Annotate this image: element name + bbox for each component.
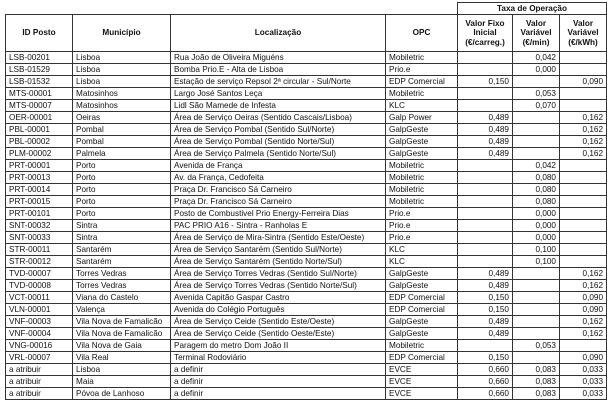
cell-municipio: Porto xyxy=(73,184,171,196)
cell-id: PBL-00002 xyxy=(6,136,73,148)
cell-localizacao: Estação de serviço Repsol 2ª circular - Sul/Norte xyxy=(171,76,386,88)
cell-localizacao: Área de Serviço Torres Vedras (Sentido Sul/Norte) xyxy=(171,268,386,280)
col-header-municipio: Município xyxy=(73,15,171,52)
col-header-opc: OPC xyxy=(386,15,458,52)
cell-id: PRT-00101 xyxy=(6,208,73,220)
cell-municipio: Torres Vedras xyxy=(73,280,171,292)
table-row xyxy=(6,76,607,88)
cell-valor-kwh xyxy=(560,244,607,256)
cell-opc: Mobiletric xyxy=(386,184,458,196)
cell-valor-kwh xyxy=(560,208,607,220)
cell-valor-min: 0,083 xyxy=(513,364,560,376)
cell-localizacao: Área de Serviço Ceide (Sentido Oeste/Este) xyxy=(171,328,386,340)
cell-valor-kwh xyxy=(560,220,607,232)
table-row xyxy=(6,208,607,220)
cell-valor-kwh: 0,162 xyxy=(560,124,607,136)
table-row xyxy=(6,196,607,208)
cell-valor-fixo: 0,489 xyxy=(458,124,513,136)
cell-valor-fixo: 0,489 xyxy=(458,268,513,280)
cell-id: VCT-00011 xyxy=(6,292,73,304)
cell-valor-min: 0,080 xyxy=(513,184,560,196)
cell-opc: Mobiletric xyxy=(386,160,458,172)
cell-valor-fixo: 0,150 xyxy=(458,292,513,304)
cell-valor-fixo: 0,489 xyxy=(458,328,513,340)
cell-valor-kwh xyxy=(560,64,607,76)
cell-id: VLN-00001 xyxy=(6,304,73,316)
cell-valor-kwh xyxy=(560,232,607,244)
cell-valor-fixo xyxy=(458,196,513,208)
cell-id: LSB-00201 xyxy=(6,52,73,64)
cell-opc: GalpGeste xyxy=(386,124,458,136)
cell-municipio: Vila Real xyxy=(73,352,171,364)
cell-id: MTS-00001 xyxy=(6,88,73,100)
cell-opc: EVCE xyxy=(386,388,458,400)
cell-localizacao: Avenida do Colégio Português xyxy=(171,304,386,316)
cell-localizacao: Área de Serviço Pombal (Sentido Norte/Sul) xyxy=(171,136,386,148)
cell-municipio: Porto xyxy=(73,208,171,220)
cell-valor-kwh xyxy=(560,160,607,172)
cell-opc: KLC xyxy=(386,100,458,112)
table-row xyxy=(6,184,607,196)
cell-municipio: Matosinhos xyxy=(73,88,171,100)
cell-localizacao: Área de Serviço Torres Vedras (Sentido Norte/Sul) xyxy=(171,280,386,292)
cell-valor-kwh: 0,033 xyxy=(560,388,607,400)
cell-opc: EDP Comercial xyxy=(386,304,458,316)
cell-municipio: Lisboa xyxy=(73,364,171,376)
cell-id: LSB-01532 xyxy=(6,76,73,88)
cell-valor-min xyxy=(513,292,560,304)
table-row xyxy=(6,376,607,388)
cell-localizacao: Avenida de França xyxy=(171,160,386,172)
cell-valor-fixo: 0,150 xyxy=(458,76,513,88)
cell-municipio: Sintra xyxy=(73,232,171,244)
cell-opc: EDP Comercial xyxy=(386,76,458,88)
cell-municipio: Torres Vedras xyxy=(73,268,171,280)
cell-valor-min xyxy=(513,148,560,160)
cell-municipio: Viana do Castelo xyxy=(73,292,171,304)
cell-valor-min xyxy=(513,76,560,88)
cell-opc: KLC xyxy=(386,256,458,268)
cell-opc: GalpGeste xyxy=(386,268,458,280)
col-header-localizacao: Localização xyxy=(171,15,386,52)
cell-valor-min xyxy=(513,112,560,124)
cell-valor-min xyxy=(513,352,560,364)
cell-localizacao: Bomba Prio.E - Alta de Lisboa xyxy=(171,64,386,76)
cell-valor-min: 0,083 xyxy=(513,388,560,400)
cell-valor-fixo: 0,489 xyxy=(458,136,513,148)
cell-opc: EVCE xyxy=(386,364,458,376)
cell-localizacao: a definir xyxy=(171,388,386,400)
cell-opc: GalpGeste xyxy=(386,280,458,292)
cell-id: SNT-00032 xyxy=(6,220,73,232)
cell-valor-kwh xyxy=(560,340,607,352)
cell-municipio: Pombal xyxy=(73,124,171,136)
table-row xyxy=(6,292,607,304)
cell-valor-fixo xyxy=(458,244,513,256)
table-row xyxy=(6,352,607,364)
table-row xyxy=(6,388,607,400)
cell-valor-fixo: 0,150 xyxy=(458,352,513,364)
table-row xyxy=(6,220,607,232)
cell-id: SNT-00033 xyxy=(6,232,73,244)
table-row xyxy=(6,328,607,340)
table-row xyxy=(6,232,607,244)
cell-localizacao: Avenida Capitão Gaspar Castro xyxy=(171,292,386,304)
cell-valor-fixo xyxy=(458,256,513,268)
cell-municipio: Porto xyxy=(73,196,171,208)
cell-id: MTS-00007 xyxy=(6,100,73,112)
cell-valor-min: 0,083 xyxy=(513,376,560,388)
cell-id: PRT-00014 xyxy=(6,184,73,196)
cell-opc: EVCE xyxy=(386,376,458,388)
cell-id: a atribuir xyxy=(6,376,73,388)
cell-localizacao: Área de Serviço Pombal (Sentido Sul/Norte) xyxy=(171,124,386,136)
cell-valor-fixo xyxy=(458,160,513,172)
cell-localizacao: Praça Dr. Francisco Sá Carneiro xyxy=(171,184,386,196)
table-row xyxy=(6,112,607,124)
cell-valor-min: 0,080 xyxy=(513,196,560,208)
cell-localizacao: Terminal Rodoviário xyxy=(171,352,386,364)
cell-valor-min: 0,000 xyxy=(513,220,560,232)
col-header-valor-min: Valor Variável (€/min) xyxy=(513,15,560,52)
cell-id: STR-00012 xyxy=(6,256,73,268)
cell-valor-fixo xyxy=(458,184,513,196)
cell-localizacao: Paragem do metro Dom João II xyxy=(171,340,386,352)
cell-municipio: Lisboa xyxy=(73,52,171,64)
cell-valor-kwh: 0,162 xyxy=(560,112,607,124)
table-row xyxy=(6,364,607,376)
cell-valor-fixo: 0,660 xyxy=(458,376,513,388)
cell-valor-kwh: 0,162 xyxy=(560,328,607,340)
cell-id: PRT-00013 xyxy=(6,172,73,184)
cell-valor-min: 0,000 xyxy=(513,208,560,220)
cell-municipio: Matosinhos xyxy=(73,100,171,112)
cell-municipio: Santarém xyxy=(73,256,171,268)
cell-municipio: Oeiras xyxy=(73,112,171,124)
cell-localizacao: Área de Serviço Oeiras (Sentido Cascais/Lisboa) xyxy=(171,112,386,124)
cell-valor-fixo: 0,660 xyxy=(458,388,513,400)
cell-valor-kwh xyxy=(560,88,607,100)
cell-id: OER-00001 xyxy=(6,112,73,124)
cell-valor-fixo xyxy=(458,340,513,352)
cell-valor-fixo xyxy=(458,100,513,112)
cell-valor-min xyxy=(513,136,560,148)
cell-localizacao: Praça Dr. Francisco Sá Carneiro xyxy=(171,196,386,208)
cell-valor-kwh: 0,033 xyxy=(560,376,607,388)
table-row xyxy=(6,136,607,148)
table-row xyxy=(6,244,607,256)
cell-opc: Prio.e xyxy=(386,220,458,232)
cell-valor-kwh: 0,033 xyxy=(560,364,607,376)
cell-valor-fixo xyxy=(458,220,513,232)
col-header-valor-fixo: Valor Fixo Inicial (€/carreg.) xyxy=(458,15,513,52)
table-row xyxy=(6,268,607,280)
cell-valor-kwh: 0,162 xyxy=(560,316,607,328)
tariff-table xyxy=(5,2,607,400)
cell-valor-fixo xyxy=(458,232,513,244)
cell-localizacao: Largo José Santos Leça xyxy=(171,88,386,100)
cell-opc: GalpGeste xyxy=(386,328,458,340)
cell-valor-kwh: 0,162 xyxy=(560,280,607,292)
cell-valor-fixo xyxy=(458,88,513,100)
cell-opc: GalpGeste xyxy=(386,148,458,160)
cell-opc: Prio.e xyxy=(386,64,458,76)
cell-valor-min: 0,042 xyxy=(513,160,560,172)
cell-localizacao: a definir xyxy=(171,376,386,388)
cell-valor-min xyxy=(513,304,560,316)
cell-municipio: Porto xyxy=(73,172,171,184)
cell-valor-min: 0,000 xyxy=(513,64,560,76)
cell-municipio: Lisboa xyxy=(73,76,171,88)
cell-id: PRT-00015 xyxy=(6,196,73,208)
cell-valor-fixo: 0,489 xyxy=(458,112,513,124)
cell-id: VNF-00004 xyxy=(6,328,73,340)
table-row xyxy=(6,340,607,352)
taxa-operacao-header: Taxa de Operação xyxy=(458,3,607,15)
cell-localizacao: Área de Serviço Santarém (Sentido Norte/Sul) xyxy=(171,256,386,268)
cell-id: STR-00011 xyxy=(6,244,73,256)
cell-valor-min xyxy=(513,268,560,280)
cell-valor-min: 0,053 xyxy=(513,88,560,100)
cell-valor-kwh: 0,162 xyxy=(560,148,607,160)
cell-id: PBL-00001 xyxy=(6,124,73,136)
cell-opc: Mobiletric xyxy=(386,88,458,100)
cell-localizacao: Posto de Combustivel Prio Energy-Ferreira Dias xyxy=(171,208,386,220)
cell-localizacao: Área de Serviço Palmela (Sentido Norte/Sul) xyxy=(171,148,386,160)
table-row xyxy=(6,256,607,268)
cell-municipio: Póvoa de Lanhoso xyxy=(73,388,171,400)
cell-valor-kwh: 0,162 xyxy=(560,136,607,148)
cell-opc: Prio.e xyxy=(386,232,458,244)
cell-id: a atribuir xyxy=(6,364,73,376)
cell-municipio: Vila Nova de Famalicão xyxy=(73,316,171,328)
cell-id: VRL-00007 xyxy=(6,352,73,364)
cell-valor-min: 0,053 xyxy=(513,340,560,352)
cell-valor-kwh xyxy=(560,184,607,196)
cell-id: VNG-00016 xyxy=(6,340,73,352)
cell-municipio: Porto xyxy=(73,160,171,172)
table-row xyxy=(6,52,607,64)
table-row xyxy=(6,316,607,328)
cell-valor-kwh: 0,162 xyxy=(560,268,607,280)
table-row xyxy=(6,148,607,160)
cell-opc: Galp Power xyxy=(386,112,458,124)
cell-localizacao: a definir xyxy=(171,364,386,376)
cell-municipio: Pombal xyxy=(73,136,171,148)
cell-valor-kwh xyxy=(560,172,607,184)
cell-opc: EDP Comercial xyxy=(386,292,458,304)
cell-valor-kwh xyxy=(560,196,607,208)
cell-id: TVD-00008 xyxy=(6,280,73,292)
col-header-id: ID Posto xyxy=(6,15,73,52)
table-row xyxy=(6,304,607,316)
cell-valor-fixo xyxy=(458,64,513,76)
cell-valor-min xyxy=(513,328,560,340)
table-row xyxy=(6,88,607,100)
table-row xyxy=(6,100,607,112)
table-row xyxy=(6,280,607,292)
cell-valor-fixo: 0,489 xyxy=(458,316,513,328)
cell-valor-kwh xyxy=(560,52,607,64)
cell-valor-kwh xyxy=(560,100,607,112)
table-row xyxy=(6,124,607,136)
cell-localizacao: Lidl São Mamede de Infesta xyxy=(171,100,386,112)
cell-localizacao: Área de Serviço Ceide (Sentido Este/Oeste) xyxy=(171,316,386,328)
cell-valor-kwh: 0,090 xyxy=(560,304,607,316)
cell-opc: KLC xyxy=(386,244,458,256)
cell-id: LSB-01529 xyxy=(6,64,73,76)
cell-opc: Mobiletric xyxy=(386,196,458,208)
cell-opc: EDP Comercial xyxy=(386,352,458,364)
cell-valor-kwh: 0,090 xyxy=(560,76,607,88)
cell-id: TVD-00007 xyxy=(6,268,73,280)
table-row xyxy=(6,64,607,76)
cell-valor-min xyxy=(513,124,560,136)
col-header-valor-kwh: Valor Variável (€/kWh) xyxy=(560,15,607,52)
cell-id: a atribuir xyxy=(6,388,73,400)
cell-valor-min: 0,100 xyxy=(513,244,560,256)
table-row xyxy=(6,172,607,184)
cell-localizacao: Av. da França, Cedofeita xyxy=(171,172,386,184)
cell-id: PRT-00001 xyxy=(6,160,73,172)
cell-localizacao: PAC PRIO A16 - Sintra - Ranholas E xyxy=(171,220,386,232)
cell-valor-fixo xyxy=(458,52,513,64)
cell-valor-min: 0,100 xyxy=(513,256,560,268)
table-row xyxy=(6,160,607,172)
header-spacer xyxy=(6,3,458,15)
cell-municipio: Vila Nova de Famalicão xyxy=(73,328,171,340)
cell-opc: Mobiletric xyxy=(386,52,458,64)
cell-valor-min: 0,080 xyxy=(513,172,560,184)
cell-valor-min: 0,070 xyxy=(513,100,560,112)
cell-opc: GalpGeste xyxy=(386,136,458,148)
cell-opc: Mobiletric xyxy=(386,340,458,352)
table-body xyxy=(6,52,607,400)
cell-municipio: Maia xyxy=(73,376,171,388)
cell-valor-kwh: 0,090 xyxy=(560,352,607,364)
cell-municipio: Lisboa xyxy=(73,64,171,76)
cell-municipio: Valença xyxy=(73,304,171,316)
cell-id: PLM-00002 xyxy=(6,148,73,160)
cell-valor-kwh: 0,090 xyxy=(560,292,607,304)
cell-municipio: Sintra xyxy=(73,220,171,232)
cell-valor-fixo: 0,150 xyxy=(458,304,513,316)
cell-valor-min xyxy=(513,316,560,328)
cell-valor-min: 0,000 xyxy=(513,232,560,244)
cell-valor-min xyxy=(513,280,560,292)
cell-municipio: Palmela xyxy=(73,148,171,160)
cell-opc: Mobiletric xyxy=(386,172,458,184)
cell-localizacao: Área de Serviço de Mira-Sintra (Sentido Este/Oeste) xyxy=(171,232,386,244)
cell-opc: Prio.e xyxy=(386,208,458,220)
cell-valor-fixo xyxy=(458,172,513,184)
cell-municipio: Santarém xyxy=(73,244,171,256)
cell-localizacao: Área de Serviço Santarém (Sentido Sul/Norte) xyxy=(171,244,386,256)
cell-valor-kwh xyxy=(560,256,607,268)
cell-valor-min: 0,042 xyxy=(513,52,560,64)
cell-municipio: Vila Nova de Gaia xyxy=(73,340,171,352)
cell-valor-fixo: 0,660 xyxy=(458,364,513,376)
cell-id: VNF-00003 xyxy=(6,316,73,328)
cell-valor-fixo xyxy=(458,208,513,220)
cell-localizacao: Rua João de Oliveira Miguéns xyxy=(171,52,386,64)
cell-valor-fixo: 0,489 xyxy=(458,148,513,160)
cell-opc: GalpGeste xyxy=(386,316,458,328)
cell-valor-fixo: 0,489 xyxy=(458,280,513,292)
